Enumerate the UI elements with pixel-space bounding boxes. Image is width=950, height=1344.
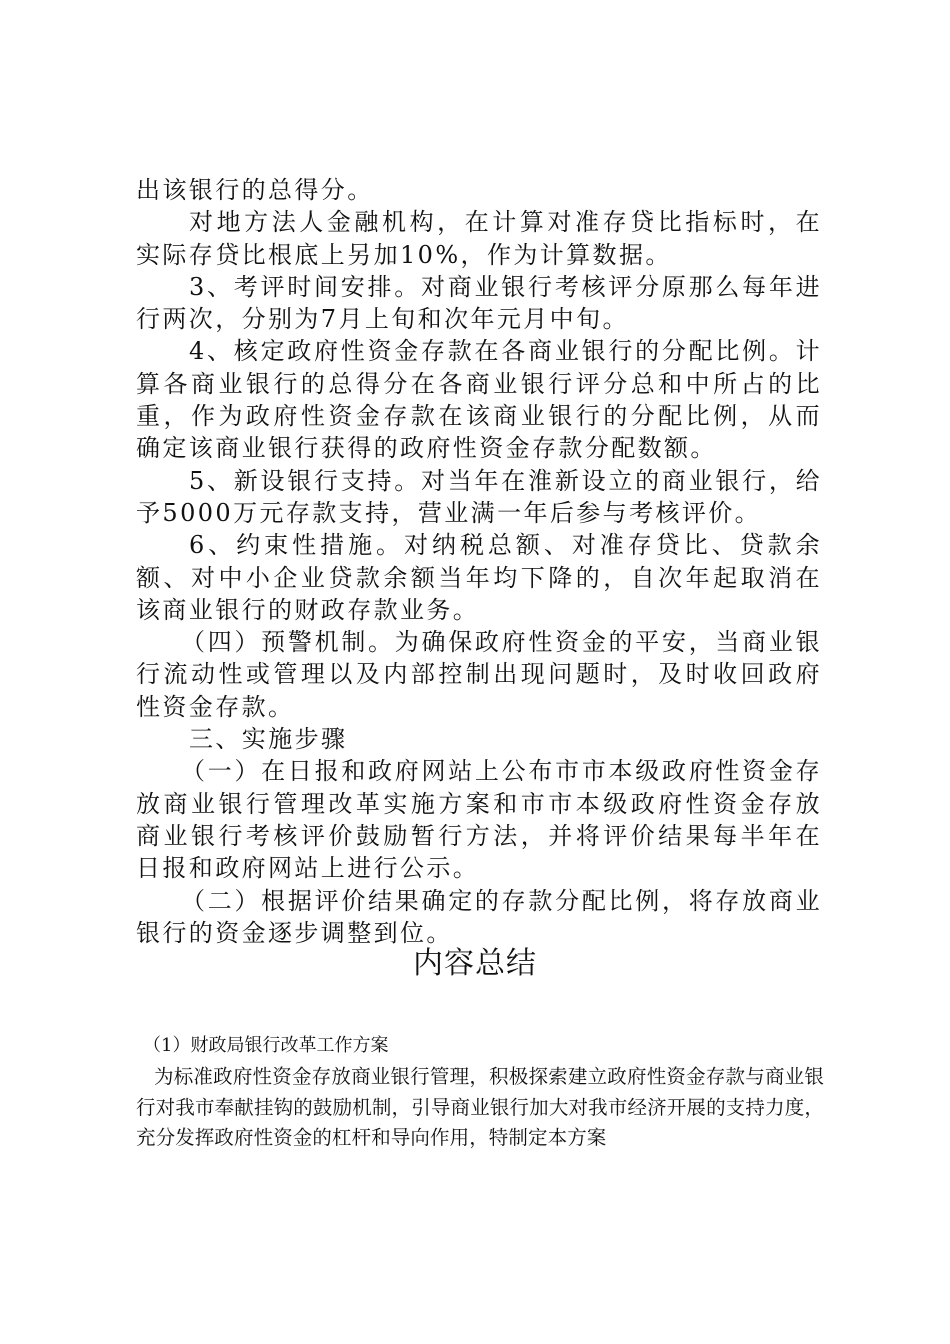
paragraph-local-institutions: 对地方法人金融机构，在计算对准存贷比指标时，在实际存贷比根底上另加10%，作为计算数据。 xyxy=(136,208,822,269)
section-heading-implementation: 三、实施步骤 xyxy=(189,725,348,754)
paragraph-warning-mechanism: （四）预警机制。为确保政府性资金的平安，当商业银行流动性或管理以及内部控制出现问题时，及时收回政府性资金存款。 xyxy=(136,628,822,721)
paragraph-step-two: （二）根据评价结果确定的存款分配比例，将存放商业银行的资金逐步调整到位。 xyxy=(136,886,822,947)
summary-heading: （1）财政局银行改革工作方案 xyxy=(143,1035,389,1056)
summary-block xyxy=(136,1030,824,1154)
body-text xyxy=(136,174,822,949)
paragraph-new-bank-support: 5、新设银行支持。对当年在淮新设立的商业银行，给予5000万元存款支持，营业满一年后参与考核评价。 xyxy=(136,466,822,527)
paragraph-continuation: 出该银行的总得分。 xyxy=(136,176,374,204)
paragraph-restrictive-measures: 6、约束性措施。对纳税总额、对准存贷比、贷款余额、对中小企业贷款余额当年均下降的，自次年起取消在该商业银行的财政存款业务。 xyxy=(136,531,822,624)
summary-text: 为标准政府性资金存放商业银行管理，积极探索建立政府性资金存款与商业银行对我市奉献挂钩的鼓励机制，引导商业银行加大对我市经济开展的支持力度，充分发挥政府性资金的杠杆和导向作用，特制定本方案 xyxy=(136,1065,824,1149)
summary-title: 内容总结 xyxy=(413,946,537,981)
paragraph-step-one: （一）在日报和政府网站上公布市市本级政府性资金存放商业银行管理改革实施方案和市市本级政府性资金存放商业银行考核评价鼓励暂行方法，并将评价结果每半年在日报和政府网站上进行公示。 xyxy=(136,757,822,883)
paragraph-evaluation-schedule: 3、考评时间安排。对商业银行考核评分原那么每年进行两次，分别为7月上旬和次年元月中旬。 xyxy=(136,272,822,334)
paragraph-allocation-ratio: 4、核定政府性资金存款在各商业银行的分配比例。计算各商业银行的总得分在各商业银行评分总和中所占的比重，作为政府性资金存款在该商业银行的分配比例，从而确定该商业银行获得的政府性资金存款分配数额。 xyxy=(136,337,822,463)
